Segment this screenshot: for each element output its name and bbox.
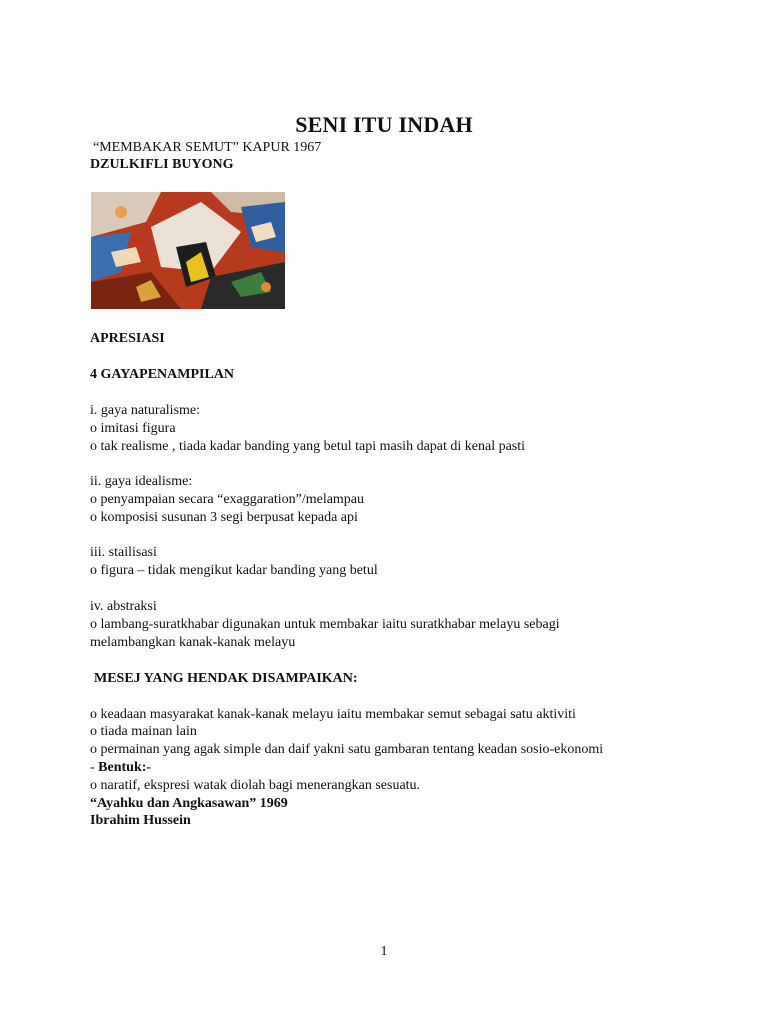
list-item: o lambang-suratkhabar digunakan untuk membakar iaitu suratkhabar melayu sebagi: [90, 617, 560, 632]
artwork-title-2: “Ayahku dan Angkasawan” 1969: [90, 796, 288, 811]
list-heading: iv. abstraksi: [90, 599, 157, 614]
list-item: o tiada mainan lain: [90, 724, 197, 739]
section-heading-apresiasi: APRESIASI: [90, 331, 165, 346]
painting-illustration: [91, 192, 285, 309]
page-number: 1: [380, 944, 388, 959]
artist-name: DZULKIFLI BUYONG: [90, 157, 234, 172]
list-heading: ii. gaya idealisme:: [90, 474, 193, 489]
bentuk-line: [90, 759, 151, 777]
list-item: o penyampaian secara “exaggaration”/melampau: [90, 492, 365, 507]
artwork-title: “MEMBAKAR SEMUT” KAPUR 1967: [93, 140, 322, 155]
bentuk-label: Bentuk:-: [98, 760, 152, 775]
painting-image: [91, 192, 285, 309]
list-item: o keadaan masyarakat kanak-kanak melayu iaitu membakar semut sebagai satu aktiviti: [90, 707, 576, 722]
section-heading-mesej: MESEJ YANG HENDAK DISAMPAIKAN:: [94, 671, 358, 686]
artist-name-2: Ibrahim Hussein: [90, 813, 191, 828]
list-heading: i. gaya naturalisme:: [90, 403, 201, 418]
page-title: SENI ITU INDAH: [295, 112, 473, 137]
list-item: o komposisi susunan 3 segi berpusat kepada api: [90, 510, 358, 525]
bentuk-prefix: -: [90, 760, 99, 775]
list-item: o imitasi figura: [90, 421, 176, 436]
list-item: melambangkan kanak-kanak melayu: [90, 635, 296, 650]
list-heading: iii. stailisasi: [90, 545, 157, 560]
list-item: o naratif, ekspresi watak diolah bagi menerangkan sesuatu.: [90, 778, 421, 793]
list-item: o figura – tidak mengikut kadar banding yang betul: [90, 563, 378, 578]
section-heading-gaya: 4 GAYAPENAMPILAN: [90, 367, 235, 382]
list-item: o tak realisme , tiada kadar banding yang betul tapi masih dapat di kenal pasti: [90, 439, 526, 454]
list-item: o permainan yang agak simple dan daif yakni satu gambaran tentang keadan sosio-ekonomi: [90, 742, 604, 757]
